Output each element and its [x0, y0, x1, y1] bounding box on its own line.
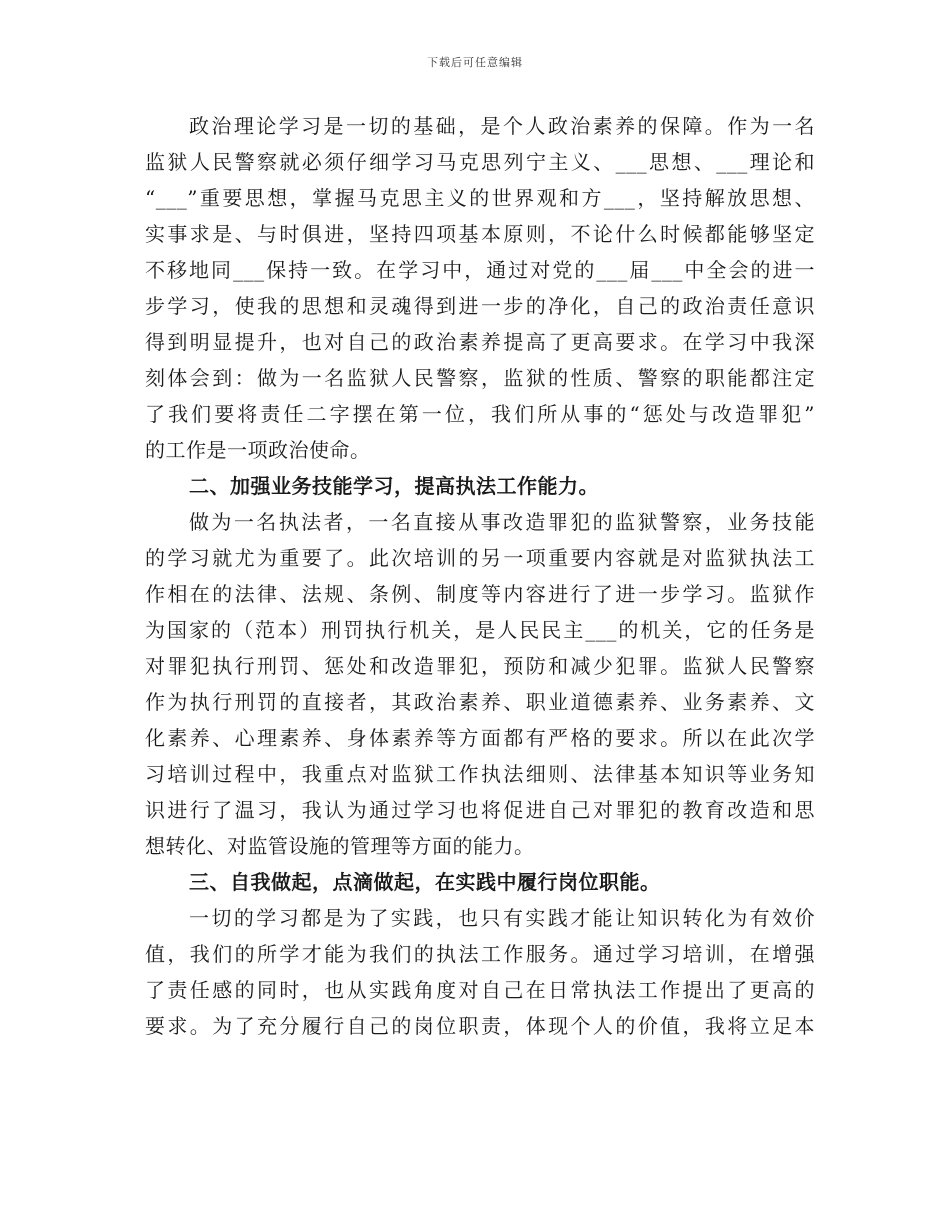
text-line: 习培训过程中，我重点对监狱工作执法细则、法律基本知识等业务知	[145, 762, 815, 786]
text-line: 化素养、心理素养、身体素养等方面都有严格的要求。所以在此次学	[145, 726, 815, 750]
text-line: 做为一名执法者，一名直接从事改造罪犯的监狱警察，业务技能	[189, 510, 815, 534]
text-line: 想转化、对监管设施的管理等方面的能力。	[145, 834, 535, 858]
text-line: 得到明显提升，也对自己的政治素养提高了更高要求。在学习中我深	[145, 330, 815, 354]
text-line: 了责任感的同时，也从实践角度对自己在日常执法工作提出了更高的	[145, 978, 815, 1002]
section-heading-2: 二、加强业务技能学习，提高执法工作能力。	[189, 474, 599, 498]
text-line: 了我们要将责任二字摆在第一位，我们所从事的“惩处与改造罪犯”	[145, 402, 815, 426]
header-note: 下载后可任意编辑	[427, 56, 523, 69]
text-line: 值，我们的所学才能为我们的执法工作服务。通过学习培训，在增强	[145, 942, 815, 966]
text-line: 对罪犯执行刑罚、惩处和改造罪犯，预防和减少犯罪。监狱人民警察	[145, 654, 815, 678]
text-line: 步学习，使我的思想和灵魂得到进一步的净化，自己的政治责任意识	[145, 294, 815, 318]
text-line: 监狱人民警察就必须仔细学习马克思列宁主义、___思想、___理论和	[145, 150, 815, 174]
text-line: 要求。为了充分履行自己的岗位职责，体现个人的价值，我将立足本	[145, 1014, 815, 1038]
paragraph-political-study	[145, 108, 815, 468]
text-line: 一切的学习都是为了实践，也只有实践才能让知识转化为有效价	[189, 906, 815, 930]
document-body	[145, 108, 815, 1044]
text-line: 实事求是、与时俱进，坚持四项基本原则，不论什么时候都能够坚定	[145, 222, 815, 246]
section-heading-3: 三、自我做起，点滴做起，在实践中履行岗位职能。	[189, 870, 661, 894]
text-line: 作为执行刑罚的直接者，其政治素养、职业道德素养、业务素养、文	[145, 690, 815, 714]
text-line: 刻体会到：做为一名监狱人民警察，监狱的性质、警察的职能都注定	[145, 366, 815, 390]
text-line: 政治理论学习是一切的基础，是个人政治素养的保障。作为一名	[189, 114, 815, 138]
text-line: 识进行了温习，我认为通过学习也将促进自己对罪犯的教育改造和思	[145, 798, 815, 822]
text-line: 作相在的法律、法规、条例、制度等内容进行了进一步学习。监狱作	[145, 582, 815, 606]
text-line: “___”重要思想，掌握马克思主义的世界观和方___，坚持解放思想、	[145, 186, 815, 210]
text-line: 为国家的（范本）刑罚执行机关，是人民民主___的机关，它的任务是	[145, 618, 815, 642]
paragraph-practice	[145, 900, 815, 1044]
text-line: 的工作是一项政治使命。	[145, 438, 371, 462]
text-line: 的学习就尤为重要了。此次培训的另一项重要内容就是对监狱执法工	[145, 546, 815, 570]
paragraph-skills-study	[145, 504, 815, 864]
text-line: 不移地同___保持一致。在学习中，通过对党的___届___中全会的进一	[145, 258, 815, 282]
